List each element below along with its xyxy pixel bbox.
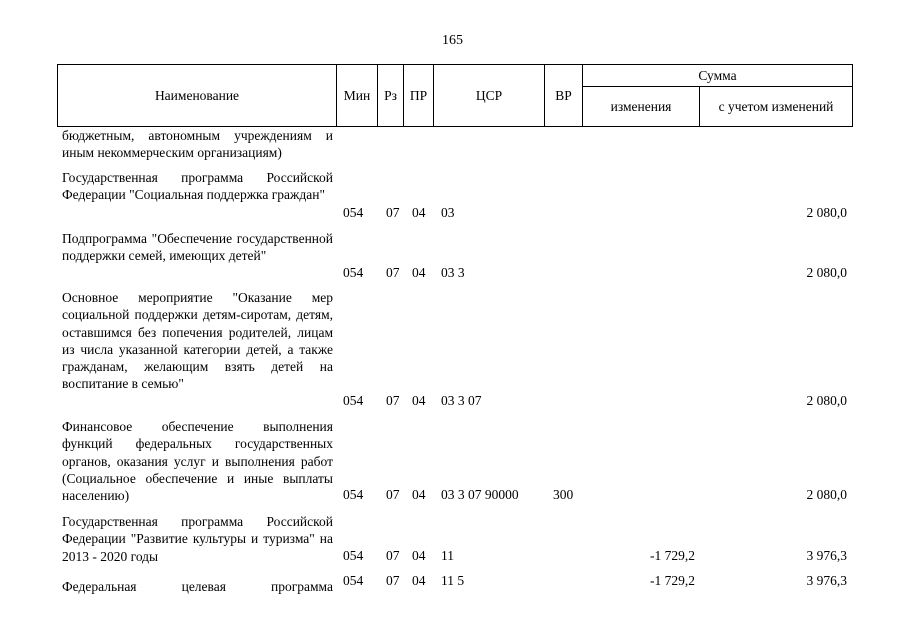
row-min: 054 [343, 548, 364, 563]
row-total: 2 080,0 [806, 205, 847, 220]
row-csr: 11 5 [441, 573, 465, 588]
row-rz: 07 [386, 393, 400, 408]
row-rz: 07 [386, 265, 400, 280]
row-pr: 04 [412, 265, 426, 280]
row-name: Финансовое обеспечение выполнения функций федеральных государственных органов, оказания услуг и выполнения работ (Социальное обеспечение и иные выплаты населению) [62, 419, 333, 504]
row-pr: 04 [412, 393, 426, 408]
row-pr: 04 [412, 205, 426, 220]
row-min: 054 [343, 265, 364, 280]
row-total: 2 080,0 [806, 393, 847, 408]
row-name: Государственная программа Российской Федерации "Социальная поддержка граждан" [62, 170, 333, 203]
row-rz: 07 [386, 205, 400, 220]
header-sum: Сумма [698, 67, 737, 83]
row-vr: 300 [553, 487, 574, 502]
row-name: Основное мероприятие "Оказание мер социальной поддержки детям-сиротам, детям, оставшимся без попечения родителей, лицам из числа указанной категории детей, а также гражданам, желающим взять детей на воспитание в семью" [62, 290, 333, 392]
row-rz: 07 [386, 548, 400, 563]
row-csr: 03 3 07 90000 [441, 487, 519, 502]
row-change: -1 729,2 [650, 548, 695, 563]
row-csr: 03 [441, 205, 455, 220]
row-name: Подпрограмма "Обеспечение государственной поддержки семей, имеющих детей" [62, 231, 333, 264]
row-total: 3 976,3 [806, 573, 847, 588]
header-with-change: с учетом изменений [718, 98, 834, 114]
row-name: Федеральная целевая программа [62, 579, 333, 594]
header-change: изменения [610, 98, 672, 114]
row-rz: 07 [386, 487, 400, 502]
row-rz: 07 [386, 573, 400, 588]
row-min: 054 [343, 573, 364, 588]
row-total: 3 976,3 [806, 548, 847, 563]
header-rz: Рз [384, 87, 397, 103]
header-min: Мин [343, 87, 371, 103]
row-min: 054 [343, 487, 364, 502]
page-number: 165 [442, 33, 463, 48]
row-pr: 04 [412, 573, 426, 588]
row-total: 2 080,0 [806, 265, 847, 280]
row-csr: 03 3 07 [441, 393, 482, 408]
row-change: -1 729,2 [650, 573, 695, 588]
header-pr: ПР [409, 87, 428, 103]
row-csr: 11 [441, 548, 454, 563]
row-pr: 04 [412, 487, 426, 502]
header-vr: ВР [555, 87, 572, 103]
row-min: 054 [343, 205, 364, 220]
row-csr: 03 3 [441, 265, 465, 280]
header-csr: ЦСР [475, 87, 503, 103]
row-pr: 04 [412, 548, 426, 563]
row-name: бюджетным, автономным учреждениям и иным некоммерческим организациям) [62, 128, 333, 161]
row-total: 2 080,0 [806, 487, 847, 502]
row-name: Государственная программа Российской Федерации "Развитие культуры и туризма" на 2013 - 2020 годы [62, 514, 333, 564]
header-name: Наименование [154, 87, 240, 103]
row-min: 054 [343, 393, 364, 408]
